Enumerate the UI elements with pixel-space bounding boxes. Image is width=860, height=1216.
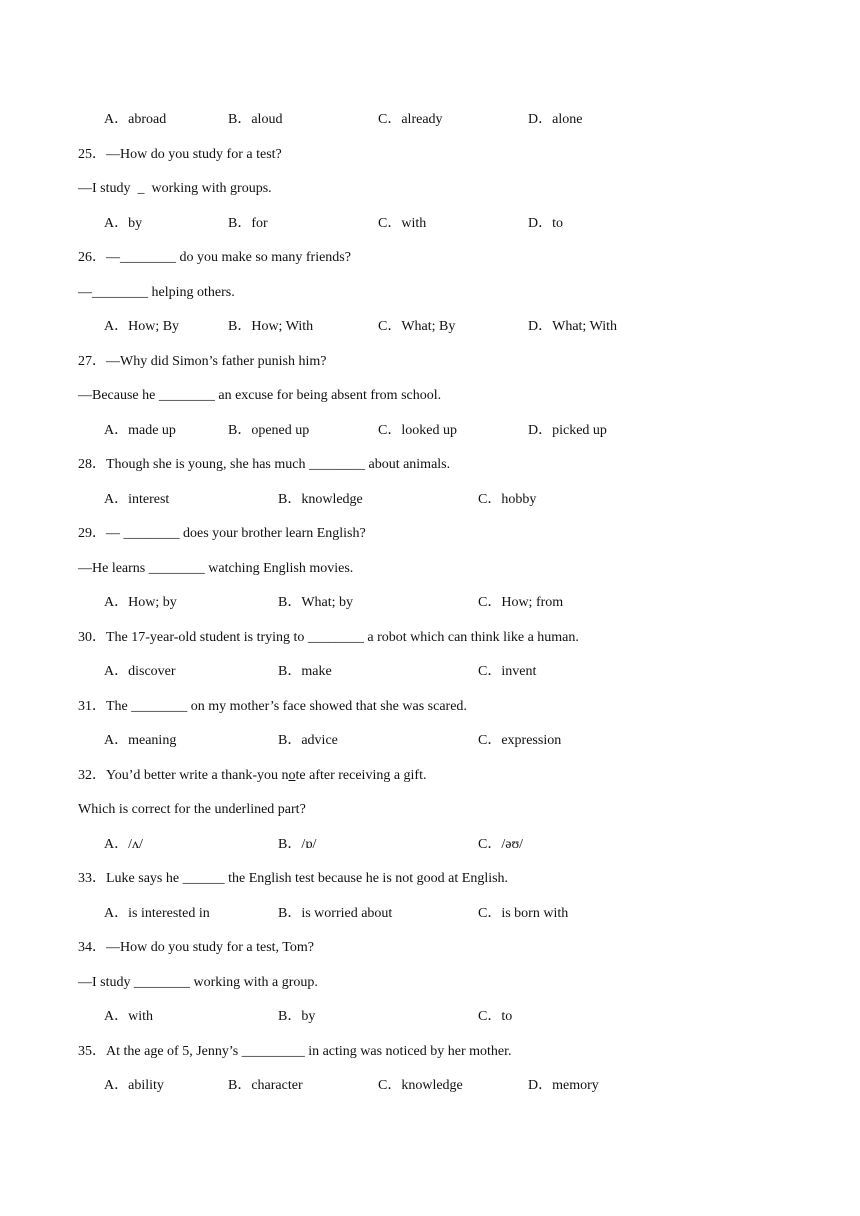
option-b: B．make — [278, 664, 332, 679]
options-row — [104, 593, 824, 613]
option-d: D．to — [528, 216, 563, 231]
option-b: B．aloud — [228, 112, 283, 127]
question-text-before: 32．You’d better write a thank-you n — [78, 768, 289, 783]
option-d: D．alone — [528, 112, 583, 127]
option-c: C．expression — [478, 733, 562, 748]
question-line: 34．—How do you study for a test, Tom? — [78, 940, 314, 955]
option-c: C．hobby — [478, 492, 537, 507]
question-line: 26．—________ do you make so many friends? — [78, 250, 351, 265]
option-c: C．knowledge — [378, 1078, 463, 1093]
option-c: C．/əʊ/ — [478, 837, 524, 852]
option-c: C．looked up — [378, 423, 457, 438]
option-b: B．How; With — [228, 319, 314, 334]
option-b: B．/ɒ/ — [278, 837, 317, 852]
options-row — [104, 490, 824, 510]
option-c: C．is born with — [478, 906, 569, 921]
option-b: B．What; by — [278, 595, 354, 610]
options-row — [104, 731, 824, 751]
options-row — [104, 835, 824, 855]
option-d: D．picked up — [528, 423, 607, 438]
options-row — [104, 214, 824, 234]
question-text-after: te after receiving a gift. — [295, 768, 427, 783]
option-a: A．with — [104, 1009, 153, 1024]
option-c: C．with — [378, 216, 427, 231]
option-a: A．by — [104, 216, 143, 231]
question-line — [78, 766, 426, 786]
option-b: B．opened up — [228, 423, 310, 438]
question-line: 33．Luke says he ______ the English test because he is not good at English. — [78, 871, 509, 886]
question-line: Which is correct for the underlined part? — [78, 802, 306, 817]
options-row — [104, 904, 824, 924]
option-b: B．is worried about — [278, 906, 393, 921]
question-line: 25．—How do you study for a test? — [78, 147, 282, 162]
options-row — [104, 421, 824, 441]
option-d: D．memory — [528, 1078, 599, 1093]
option-a: A．interest — [104, 492, 170, 507]
option-a: A．discover — [104, 664, 176, 679]
options-row — [104, 317, 824, 337]
option-a: A．is interested in — [104, 906, 210, 921]
option-c: C．to — [478, 1009, 513, 1024]
option-a: A．How; by — [104, 595, 177, 610]
option-c: C．already — [378, 112, 443, 127]
option-b: B．for — [228, 216, 268, 231]
option-d: D．What; With — [528, 319, 617, 334]
question-line: —________ helping others. — [78, 285, 235, 300]
option-c: C．What; By — [378, 319, 456, 334]
option-b: B．character — [228, 1078, 303, 1093]
question-line: —I study _ working with groups. — [78, 181, 272, 196]
question-line: 35．At the age of 5, Jenny’s _________ in acting was noticed by her mother. — [78, 1044, 512, 1059]
option-a: A．meaning — [104, 733, 177, 748]
question-line: —He learns ________ watching English movies. — [78, 561, 354, 576]
option-a: A．abroad — [104, 112, 167, 127]
options-row — [104, 662, 824, 682]
option-b: B．advice — [278, 733, 338, 748]
options-row — [104, 110, 824, 130]
option-b: B．knowledge — [278, 492, 363, 507]
question-line: 31．The ________ on my mother’s face showed that she was scared. — [78, 699, 467, 714]
question-line: 28．Though she is young, she has much ________ about animals. — [78, 457, 451, 472]
option-c: C．How; from — [478, 595, 564, 610]
question-line: 29．— ________ does your brother learn English? — [78, 526, 366, 541]
question-line: —Because he ________ an excuse for being absent from school. — [78, 388, 442, 403]
option-a: A．made up — [104, 423, 176, 438]
option-a: A．ability — [104, 1078, 164, 1093]
options-row — [104, 1007, 824, 1027]
option-c: C．invent — [478, 664, 537, 679]
option-b: B．by — [278, 1009, 316, 1024]
question-line: 30．The 17-year-old student is trying to ________ a robot which can think like a human. — [78, 630, 579, 645]
option-a: A．/ʌ/ — [104, 837, 143, 852]
option-a: A．How; By — [104, 319, 180, 334]
options-row — [104, 1076, 824, 1096]
underlined-letter: o — [288, 768, 296, 783]
question-line: 27．—Why did Simon’s father punish him? — [78, 354, 327, 369]
question-line: —I study ________ working with a group. — [78, 975, 318, 990]
